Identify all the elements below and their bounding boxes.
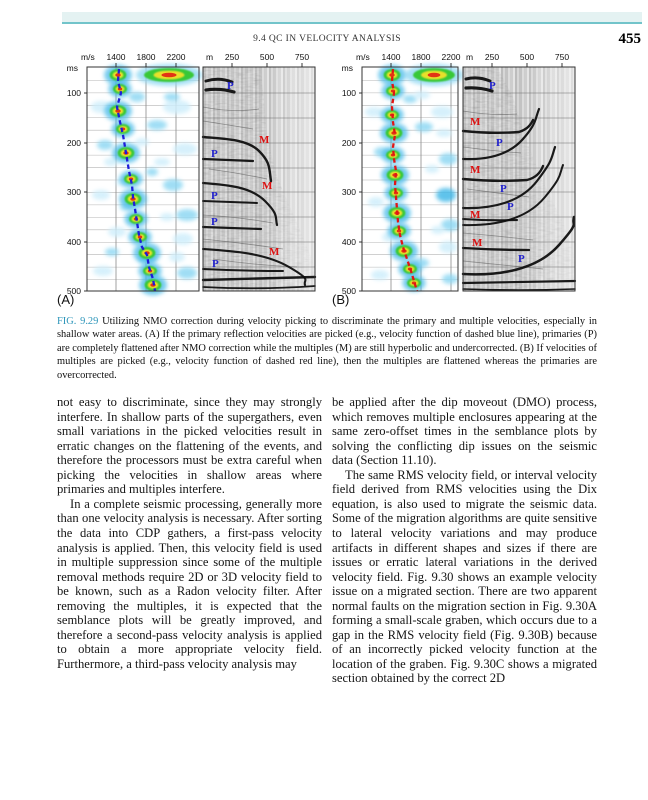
text-run: ) are completely flattened after NMO correction while the multiples ( <box>57 329 597 354</box>
cross-reference-link[interactable]: Fig. 9.30 <box>494 627 541 642</box>
primary-event-label: P <box>489 80 496 92</box>
text-run: not easy to discriminate, since they may strongly interfere. In shallow parts of the supergathers, even small variations in the picked velocities result in erratic changes on the flattening of the events, and therefore the processors must be extra careful when picking the velocities in shallow areas where primaries and multiples interfere. <box>57 395 322 497</box>
semblance-plot <box>342 52 463 296</box>
x-axis-tick-label: 1400 <box>381 52 401 62</box>
body-text <box>57 395 597 686</box>
x-axis-tick-label: 2200 <box>441 52 461 62</box>
page-number: 455 <box>618 31 641 47</box>
x-axis-unit: m <box>206 52 214 62</box>
multiple-event-label: M <box>472 237 483 249</box>
paragraph <box>57 497 322 672</box>
text-run: be applied after the dip moveout (DMO) process, which removes multiple enclosures appearing at the same zero-offset times in the semblance plots by solving the conflicting dip issues on the seismic data ( <box>332 395 597 468</box>
y-axis-tick-label: 500 <box>66 286 81 296</box>
multiple-event-label: M <box>262 180 273 192</box>
x-axis-tick-label: 750 <box>294 52 310 62</box>
primary-event-label: P <box>211 148 218 160</box>
semblance-plot <box>67 52 202 296</box>
text-run: M <box>338 342 349 354</box>
seismic-plot <box>203 52 315 291</box>
y-axis-tick-label: 200 <box>341 138 356 148</box>
text-run: ). <box>429 453 437 468</box>
cross-reference-link[interactable]: Fig. 9.30 <box>450 656 496 671</box>
primary-event-label: P <box>211 216 218 228</box>
text-run: Utilizing NMO correction during velocity picking to discriminate the primary and multiple velocities, especially in shallow water areas. (A) If the primary reflection velocities are picked (e.g., velocity function of <box>57 316 598 341</box>
paragraph <box>332 468 597 686</box>
primary-event-label: P <box>518 253 525 265</box>
text-run: shows an example velocity issue on a migrated section. There are two apparent normal faults on the migration section in <box>332 569 598 613</box>
cross-reference-link[interactable]: Section 11.10 <box>360 453 430 468</box>
multiple-event-label: M <box>259 134 270 146</box>
y-axis-tick-label: 100 <box>341 88 356 98</box>
x-axis-tick-label: 500 <box>259 52 275 62</box>
paragraph <box>332 395 597 468</box>
figure-number-label: FIG. 9.29 <box>57 316 99 327</box>
text-run: ), primaries ( <box>533 329 588 341</box>
primary-event-label: P <box>212 258 219 270</box>
panel-label: (B) <box>332 292 350 307</box>
x-axis-unit: m/s <box>356 52 370 62</box>
text-column-left <box>57 395 322 686</box>
x-axis-tick-label: 1400 <box>106 52 126 62</box>
y-axis-tick-label: 200 <box>66 138 81 148</box>
figure-9-29 <box>0 51 648 309</box>
multiple-event-label: M <box>470 116 481 128</box>
x-axis-tick-label: 2200 <box>166 52 186 62</box>
x-axis-tick-label: 1800 <box>136 52 156 62</box>
y-axis-unit: ms <box>66 63 78 73</box>
text-run: C shows a migrated section obtained by the correct 2D <box>332 656 598 686</box>
multiple-event-label: M <box>470 164 481 176</box>
text-run: A forming a small-scale graben, which occurs due to a gap in the RMS velocity field ( <box>332 598 597 642</box>
text-run: ) are still hyperbolic and undercorrected. (B) If velocities of multiples are picked (e.g., velocity function of <box>57 342 597 368</box>
text-run: ), then the multiples are flattened whereas the primaries are overcorrected. <box>57 356 597 381</box>
x-axis-unit: m/s <box>81 52 95 62</box>
x-axis-tick-label: 1800 <box>411 52 431 62</box>
y-axis-tick-label: 400 <box>341 237 356 247</box>
x-axis-tick-label: 250 <box>484 52 500 62</box>
primary-event-label: P <box>496 137 503 149</box>
cross-reference-link[interactable]: Fig. 9.30 <box>542 598 588 613</box>
y-axis-tick-label: 400 <box>66 237 81 247</box>
text-run: B) because of an incorrectly picked velocity function at the location of the graben. <box>332 627 597 671</box>
figure-panel-svg <box>330 51 600 309</box>
panel-label: (A) <box>57 292 75 307</box>
multiple-event-label: M <box>269 246 280 258</box>
text-column-right <box>332 395 597 686</box>
cross-reference-link[interactable]: Fig. 9.30 <box>407 569 454 584</box>
x-axis-tick-label: 750 <box>554 52 570 62</box>
text-run: dashed red line <box>265 356 333 368</box>
text-run: P <box>587 329 594 341</box>
figure-panel-a <box>55 51 325 309</box>
x-axis-tick-label: 500 <box>519 52 535 62</box>
running-header <box>57 31 641 49</box>
multiple-event-label: M <box>470 209 481 221</box>
figure-caption <box>57 315 597 382</box>
text-run: In a complete seismic processing, generally more than one velocity analysis is necessary. After sorting the data into CDP gathers, a first-pass velocity analysis is applied. Then, this velocity field is used in multiple suppression since some of the multiple removal methods require 2D or 3D velocity field to be known, such as a Radon velocity filter. After removing the multiples, it is expected that the semblance plots will be greatly improved, and therefore a second-pass velocity analysis is applied to obtain a more appropriate velocity field. Furthermore, a third-pass velocity analysis may <box>57 496 322 671</box>
x-axis-tick-label: 250 <box>224 52 240 62</box>
y-axis-tick-label: 500 <box>341 286 356 296</box>
running-header-title: 9.4 QC IN VELOCITY ANALYSIS <box>253 34 401 44</box>
primary-event-label: P <box>211 190 218 202</box>
text-run: dashed blue line <box>464 329 534 341</box>
primary-event-label: P <box>500 183 507 195</box>
seismic-plot <box>463 52 575 291</box>
y-axis-tick-label: 100 <box>66 88 81 98</box>
figure-panel-b <box>330 51 600 309</box>
x-axis-unit: m <box>466 52 474 62</box>
y-axis-tick-label: 300 <box>341 187 356 197</box>
header-accent-bar <box>62 12 642 24</box>
paragraph <box>57 395 322 497</box>
y-axis-unit: ms <box>341 63 353 73</box>
text-run: The same RMS velocity field, or interval velocity field derived from RMS velocities using the Dix equation, is also used to migrate the seismic data. Some of the migration algorithms are quite sensitive to lateral velocity variations and may produce artifacts in different shapes and sizes if there are issues or erratic lateral variations in the derived velocity field. <box>332 467 597 584</box>
primary-event-label: P <box>227 80 234 92</box>
y-axis-tick-label: 300 <box>66 187 81 197</box>
primary-event-label: P <box>507 201 514 213</box>
figure-panel-svg <box>55 51 325 309</box>
